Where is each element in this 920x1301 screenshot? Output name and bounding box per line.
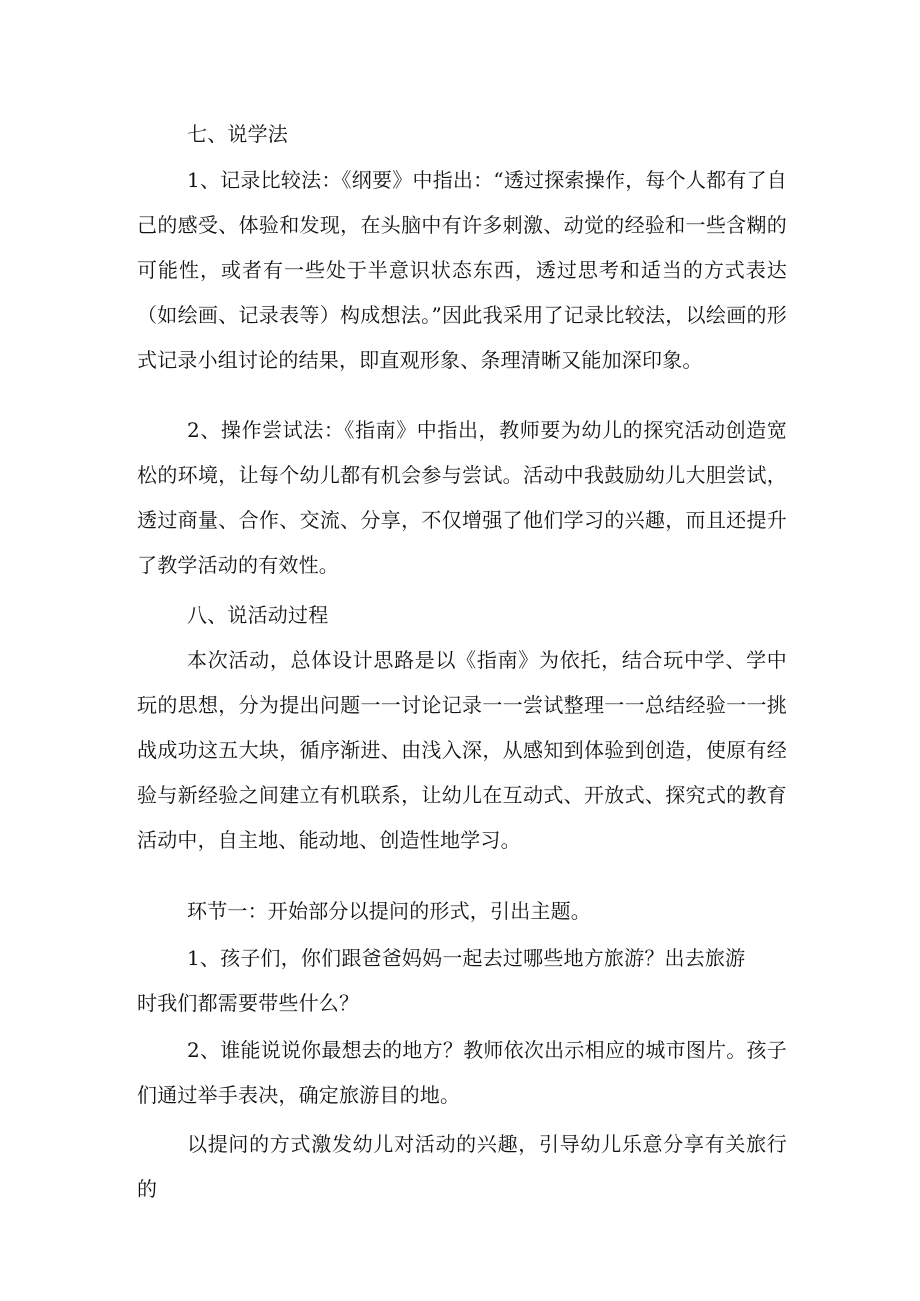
section-heading-activity-process: 八、说活动过程 <box>187 603 329 627</box>
section-heading-study-methods: 七、说学法 <box>187 122 288 146</box>
paragraph-design-overview: 本次活动，总体设计思路是以《指南》为依托，结合玩中学、学中玩的思想，分为提出问题一一讨论记录一一尝试整理一一总结经验一一挑战成功这五大块，循序渐进、由浅入深，从感知到体验到创造，使原有经验与新经验之间建立有机联系，让幼儿在互动式、开放式、探究式的教育活动中，自主地、能动地、创造性地学习。 <box>137 648 787 852</box>
paragraph-record-compare-method: 1、记录比较法：《纲要》中指出：“透过探索操作，每个人都有了自己的感受、体验和发现，在头脑中有许多刺激、动觉的经验和一些含糊的可能性，或者有一些处于半意识状态东西，透过思考和适当的方式表达（如绘画、记录表等）构成想法。”因此我采用了记录比较法，以绘画的形式记录小组讨论的结果，即直观形象、条理清晰又能加深印象。 <box>137 168 787 372</box>
question-one-line-1: 1、孩子们，你们跟爸爸妈妈一起去过哪些地方旅游？出去旅游 <box>187 946 746 970</box>
paragraph-step-one: 环节一：开始部分以提问的形式，引出主题。 <box>187 899 591 923</box>
paragraph-question-two: 2、谁能说说你最想去的地方？教师依次出示相应的城市图片。孩子们通过举手表决，确定旅游目的地。 <box>137 1038 787 1107</box>
question-one-line-2: 时我们都需要带些什么？ <box>137 991 360 1015</box>
paragraph-last: 以提问的方式激发幼儿对活动的兴趣，引导幼儿乐意分享有关旅行的 <box>137 1132 787 1201</box>
paragraph-question-one <box>137 936 787 1026</box>
paragraph-operate-try-method: 2、操作尝试法：《指南》中指出，教师要为幼儿的探究活动创造宽松的环境，让每个幼儿都有机会参与尝试。活动中我鼓励幼儿大胆尝试，透过商量、合作、交流、分享，不仅增强了他们学习的兴趣，而且还提升了教学活动的有效性。 <box>137 418 787 577</box>
